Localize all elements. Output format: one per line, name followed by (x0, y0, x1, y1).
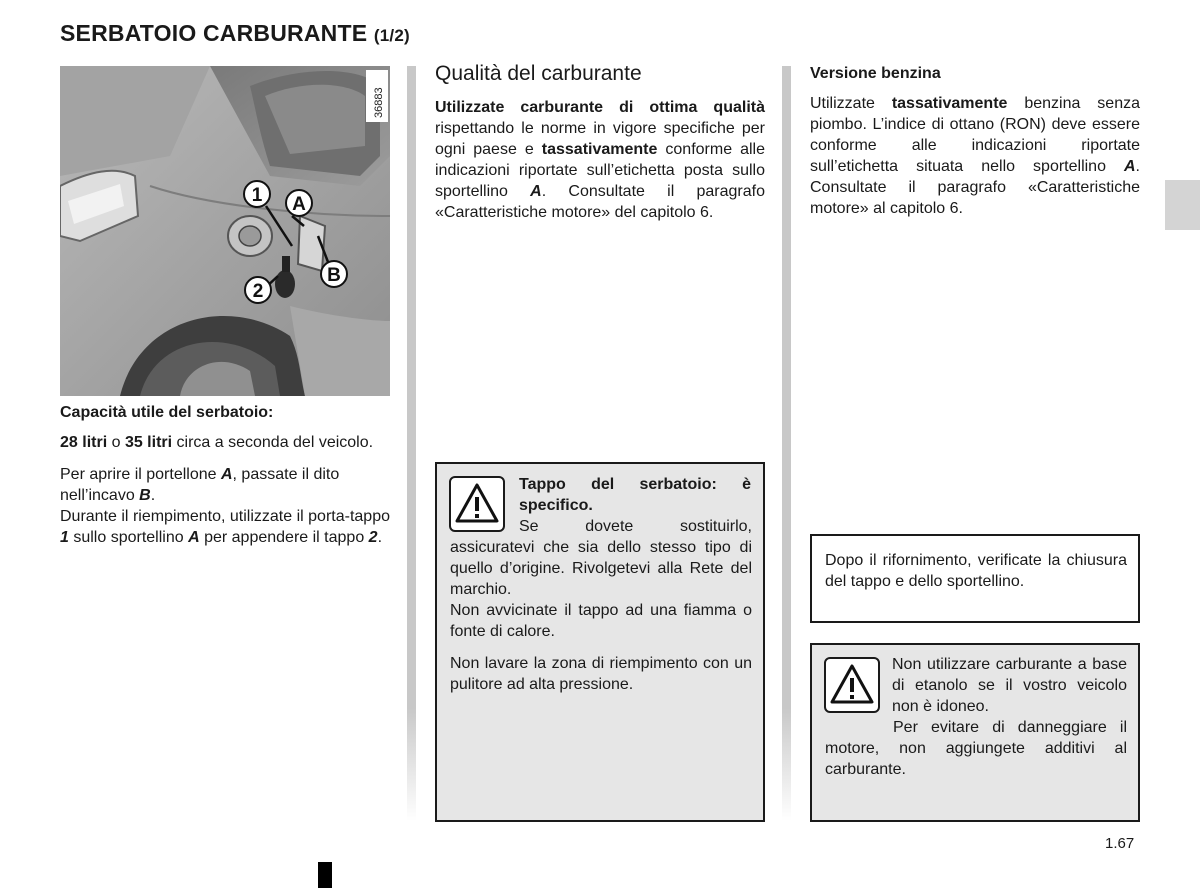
capacity-paragraph: 28 litri o 35 litri circa a seconda del veicolo. (60, 434, 374, 451)
fuel-quality-heading: Qualità del carburante (435, 62, 642, 85)
refuel-note-text: Dopo il rifornimento, verificate la chiusura del tappo e dello sportellino. (825, 552, 1127, 590)
page-number: 1.67 (1105, 835, 1135, 852)
chapter-tab (1165, 180, 1200, 230)
svg-text:2: 2 (252, 281, 264, 302)
svg-text:A: A (292, 194, 306, 215)
fuel-cap-text-2: Non avvicinate il tappo ad una fiamma o fonte di calore. (450, 602, 752, 640)
fuel-cap-text-3: Non lavare la zona di riempimento con un pulitore ad alta pressione. (450, 655, 752, 693)
page-title (60, 20, 410, 47)
fuel-cap-warning-box (435, 462, 765, 822)
filling-paragraph: Durante il riempimento, utilizzate il porta-tappo 1 sullo sportellino A per appendere il tappo 2. (60, 508, 390, 546)
fuel-cap-text-1: Se dovete sostituirlo, assicuratevi che sia dello stesso tipo di quello d’origine. Rivolgetevi alla Rete del marchio. (450, 518, 752, 598)
fuel-flap-illustration (60, 66, 390, 396)
callout-A (286, 190, 312, 216)
fuel-cap-title: Tappo del serbatoio: è specifico. (519, 476, 751, 514)
svg-text:1: 1 (251, 185, 263, 206)
petrol-version-paragraph: Utilizzate tassativamente benzina senza piombo. L’indice di ottano (RON) deve essere conforme alle indicazioni riportate sull’etichetta situata nello sportellino A. Consultate il paragrafo «Caratteristiche motore» al capitolo 6. (810, 95, 1140, 217)
ethanol-warning-box (810, 643, 1140, 822)
svg-text:B: B (327, 265, 341, 286)
figure-ref: 36883 (373, 87, 385, 118)
open-flap-paragraph: Per aprire il portellone A, passate il dito nell’incavo B. (60, 466, 340, 504)
callout-1 (244, 181, 270, 207)
ethanol-warning-text-2: Per evitare di danneggiare il motore, non aggiungete additivi al carburante. (825, 719, 1127, 778)
fuel-quality-paragraph: Utilizzate carburante di ottima qualità rispettando le norme in vigore specifiche per ogni paese e tassativamente conforme alle indicazioni riportate sull’etichetta posta sullo sportellino A. Consultate il paragrafo «Caratteristiche motore» del capitolo 6. (435, 99, 766, 221)
column-divider-right (782, 66, 791, 821)
ethanol-warning-text-1: Non utilizzare carburante a base di etanolo se il vostro veicolo non è idoneo. (892, 656, 1127, 715)
left-column-text (60, 402, 390, 559)
capacity-heading: Capacità utile del serbatoio: (60, 404, 274, 421)
title-text: SERBATOIO CARBURANTE (60, 20, 368, 46)
crop-mark (318, 862, 332, 888)
title-part: (1/2) (373, 26, 410, 45)
car-rear-illustration (60, 66, 390, 396)
column-divider-left (407, 66, 416, 821)
callout-B (321, 261, 347, 287)
refuel-note-box (810, 534, 1140, 623)
petrol-version-heading: Versione benzina (810, 65, 941, 82)
warning-icon-ethanol (824, 657, 880, 713)
callout-2 (245, 277, 271, 303)
